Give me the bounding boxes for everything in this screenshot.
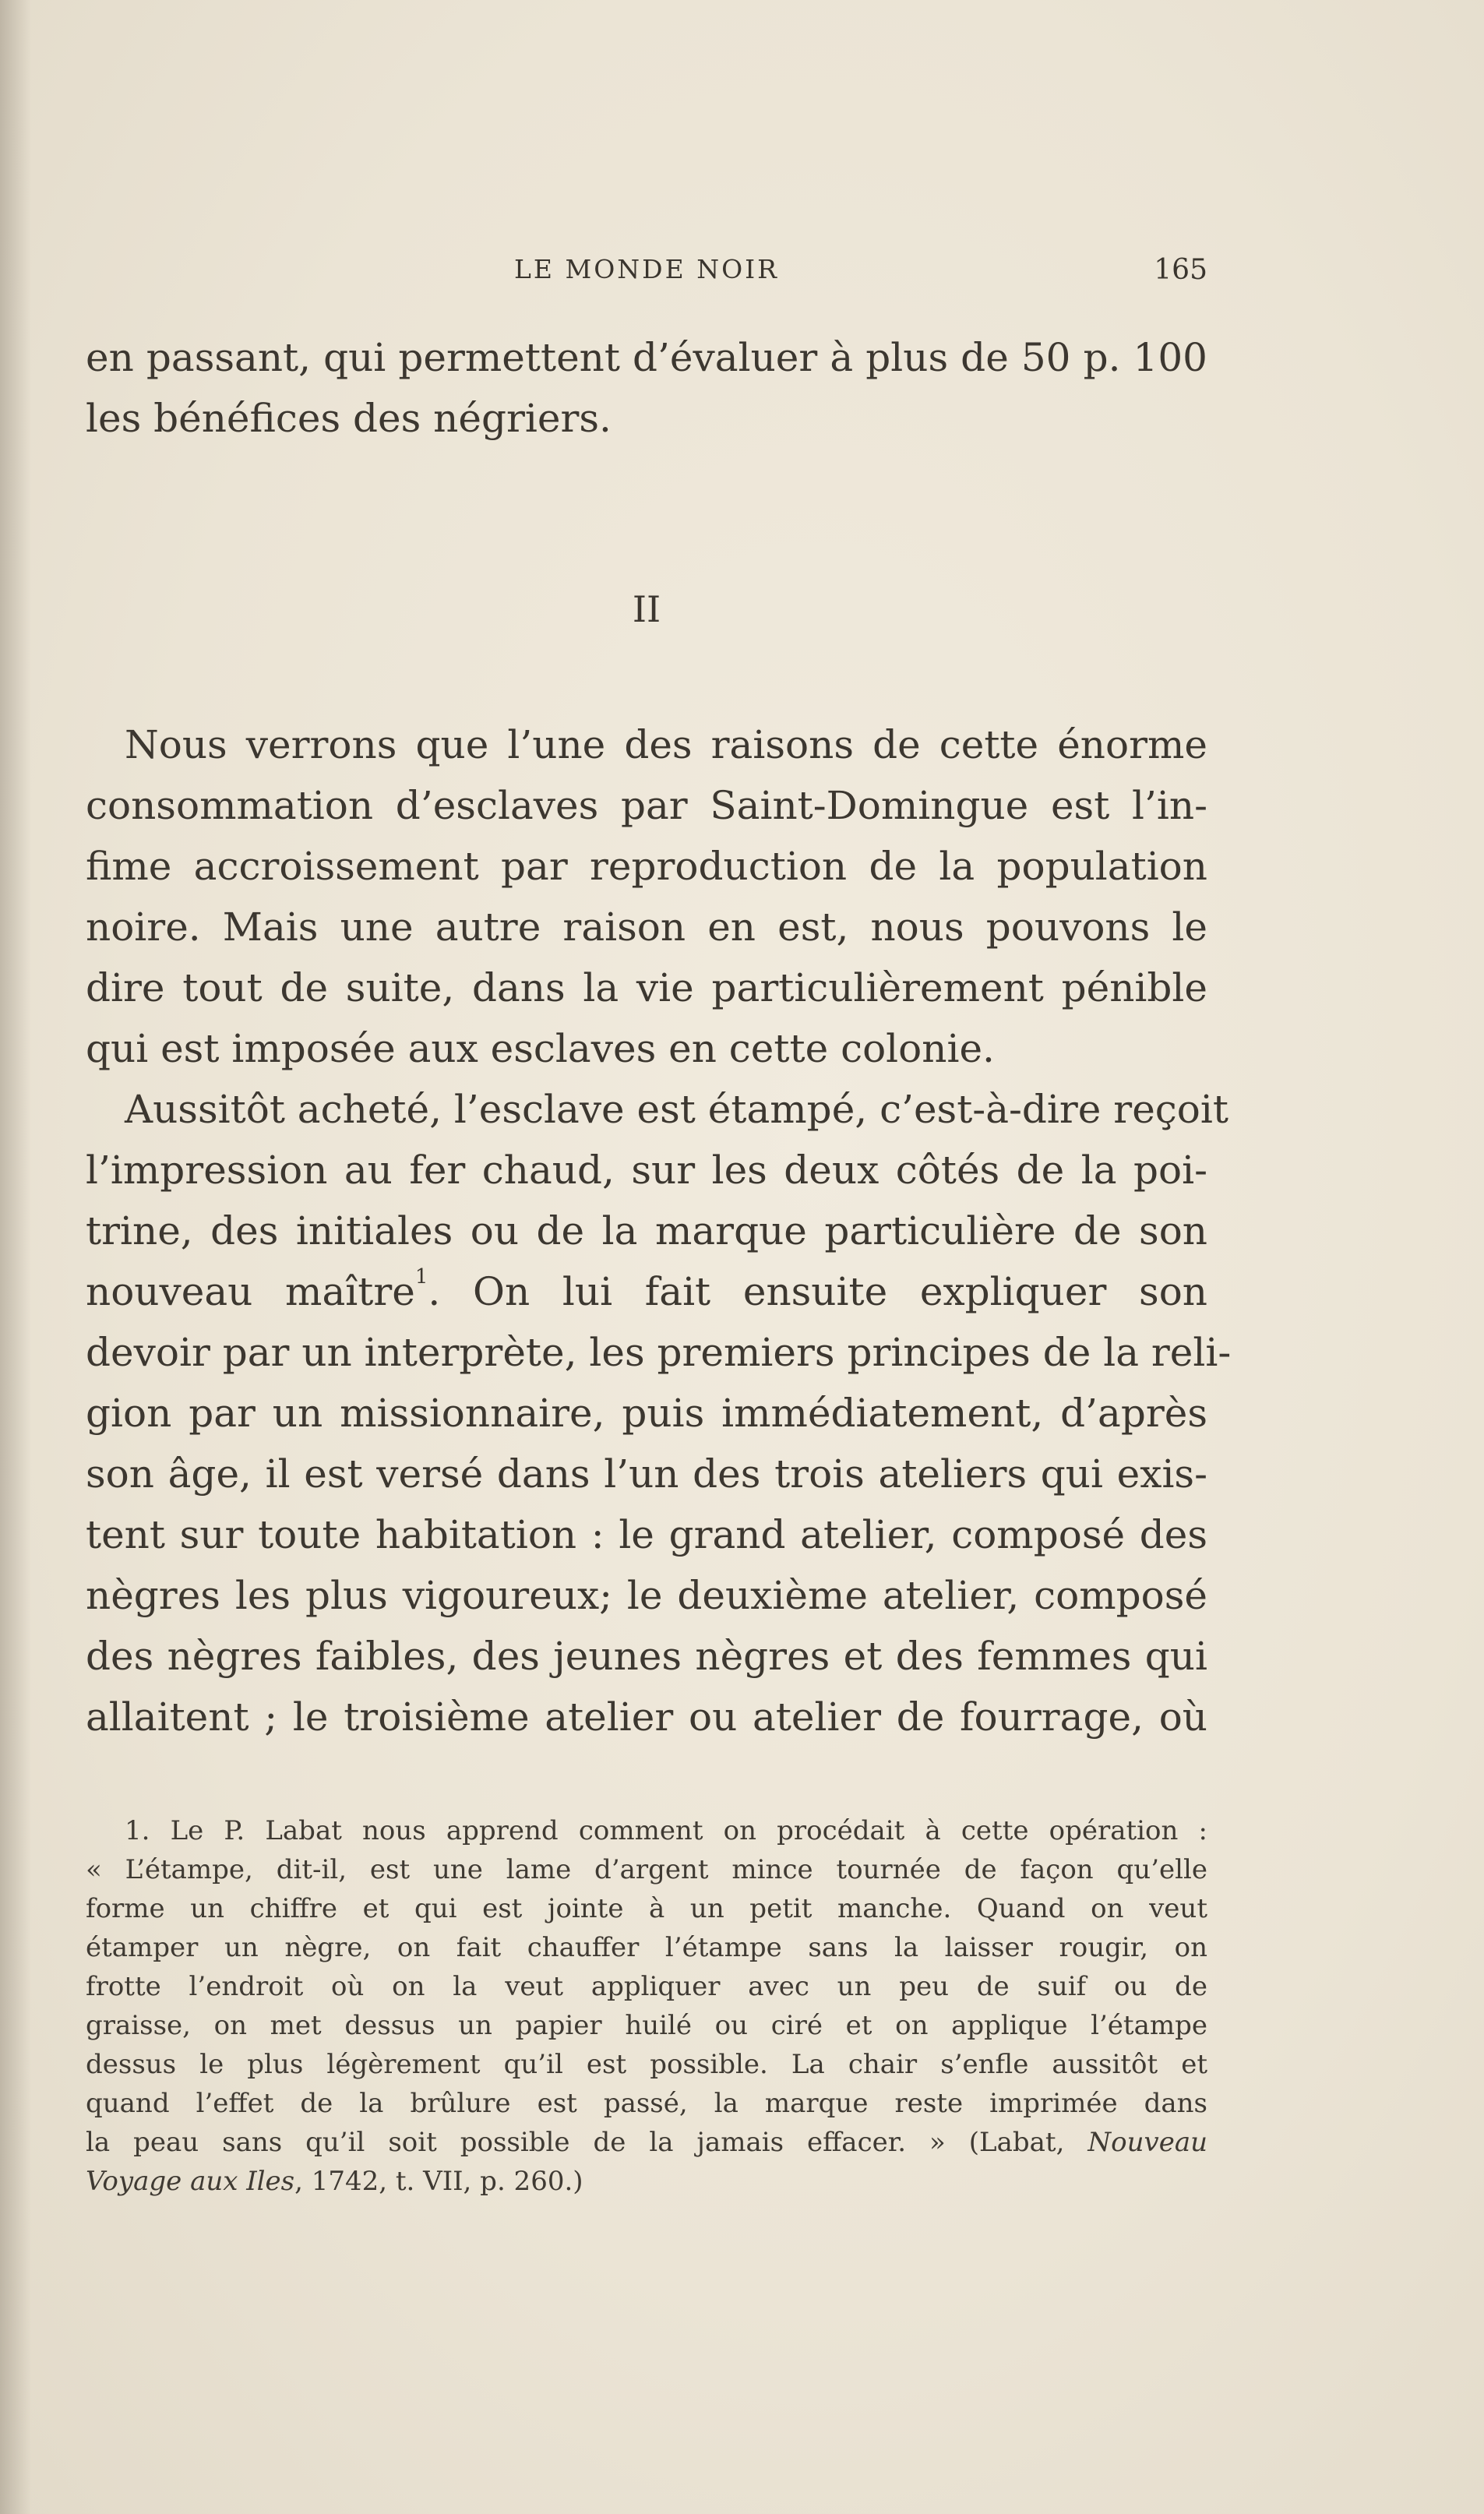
section-heading: II	[632, 588, 661, 630]
text-line: nègres les plus vigoureux; le deuxième atelier, composé	[86, 1573, 1207, 1618]
book-title: Nouveau	[1087, 2127, 1207, 2158]
text-line: qui est imposée aux esclaves en cette colonie.	[86, 1026, 995, 1071]
text-line: noire. Mais une autre raison en est, nous pouvons le	[86, 904, 1207, 950]
footnote-line: « L’étampe, dit-il, est une lame d’argent mince tournée de façon qu’elle	[86, 1854, 1207, 1885]
text-line: gion par un missionnaire, puis immédiatement, d’après	[86, 1391, 1207, 1436]
text-fragment: . On lui fait ensuite expliquer son	[428, 1269, 1208, 1314]
footnote-line: quand l’effet de la brûlure est passé, la marque reste imprimée dans	[86, 2088, 1207, 2119]
text-fragment: nouveau maître	[86, 1269, 415, 1314]
text-line: les bénéfices des négriers.	[86, 396, 612, 441]
footnote-line-with-title	[86, 2123, 1207, 2162]
footnote-line: 1. Le P. Labat nous apprend comment on procédait à cette opération :	[125, 1815, 1207, 1846]
citation-details: , 1742, t. VII, p. 260.)	[294, 2166, 583, 2197]
paragraph-3	[86, 1079, 1232, 1747]
running-title: LE MONDE NOIR	[513, 254, 780, 284]
footnote	[86, 1811, 1207, 2201]
text-line: fime accroissement par reproduction de la population	[86, 844, 1207, 889]
paragraph-2	[86, 714, 1207, 1079]
binding-shadow	[0, 0, 31, 2514]
footnote-line: étamper un nègre, on fait chauffer l’étampe sans la laisser rougir, on	[86, 1932, 1207, 1963]
text-line-with-footnote-ref	[86, 1261, 1207, 1322]
text-line: Aussitôt acheté, l’esclave est étampé, c’est-à-dire reçoit	[125, 1087, 1228, 1132]
text-line: en passant, qui permettent d’évaluer à plus de 50 p. 100	[86, 335, 1207, 380]
footnote-fragment: la peau sans qu’il soit possible de la jamais effacer. » (Labat,	[86, 2127, 1065, 2158]
page-number: 165	[1154, 254, 1207, 286]
footnote-reference: 1	[414, 1265, 428, 1289]
footnote-line: forme un chiffre et qui est jointe à un petit manche. Quand on veut	[86, 1893, 1207, 1924]
running-head	[86, 254, 1207, 293]
paragraph-continuation	[86, 327, 1207, 449]
footnote-citation	[86, 2162, 1207, 2201]
text-line: dire tout de suite, dans la vie particulièrement pénible	[86, 965, 1207, 1010]
text-line: allaitent ; le troisième atelier ou atelier de fourrage, où	[86, 1694, 1207, 1740]
footnote-line: dessus le plus légèrement qu’il est possible. La chair s’enfle aussitôt et	[86, 2049, 1207, 2080]
footnote-line: frotte l’endroit où on la veut appliquer avec un peu de suif ou de	[86, 1971, 1207, 2002]
text-line: l’impression au fer chaud, sur les deux côtés de la poi-	[86, 1148, 1207, 1193]
text-line: Nous verrons que l’une des raisons de cette énorme	[125, 722, 1207, 767]
book-title: Voyage aux Iles	[86, 2166, 295, 2197]
text-line: tent sur toute habitation : le grand atelier, composé des	[86, 1512, 1207, 1557]
text-line: trine, des initiales ou de la marque particulière de son	[86, 1208, 1207, 1253]
text-line: devoir par un interprète, les premiers principes de la reli-	[86, 1330, 1232, 1375]
text-line: des nègres faibles, des jeunes nègres et des femmes qui	[86, 1634, 1207, 1679]
text-line: consommation d’esclaves par Saint-Domingue est l’in-	[86, 783, 1207, 828]
text-line: son âge, il est versé dans l’un des trois ateliers qui exis-	[86, 1451, 1207, 1497]
footnote-line: graisse, on met dessus un papier huilé ou ciré et on applique l’étampe	[86, 2010, 1207, 2041]
